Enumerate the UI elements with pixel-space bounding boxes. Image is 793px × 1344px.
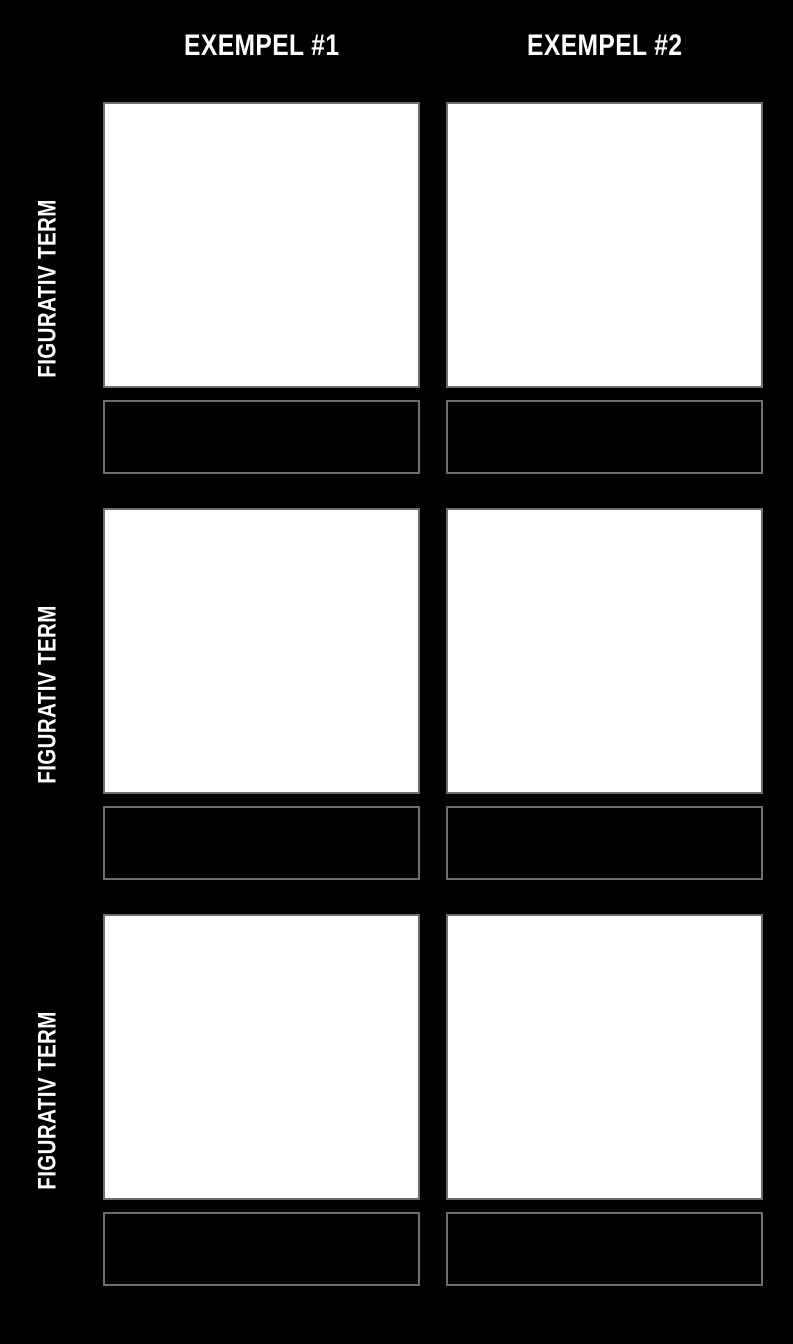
description-box[interactable] [446,400,763,474]
description-box[interactable] [103,1212,420,1286]
row-label-text: FIGURATIV TERM [33,604,62,784]
row-label-figurativ-term-1 [22,102,74,474]
row-label-figurativ-term-3 [22,914,74,1286]
description-box[interactable] [446,1212,763,1286]
description-box[interactable] [103,806,420,880]
image-cell[interactable] [103,102,420,388]
description-box[interactable] [103,400,420,474]
column-header-label: EXEMPEL #2 [526,29,683,62]
column-header-exempel-1 [103,26,420,66]
row-label-text: FIGURATIV TERM [33,1010,62,1190]
column-header-exempel-2 [446,26,763,66]
image-cell[interactable] [446,102,763,388]
column-header-label: EXEMPEL #1 [183,29,340,62]
image-cell[interactable] [446,508,763,794]
image-cell[interactable] [103,914,420,1200]
description-box[interactable] [446,806,763,880]
image-cell[interactable] [446,914,763,1200]
row-label-text: FIGURATIV TERM [33,198,62,378]
image-cell[interactable] [103,508,420,794]
row-label-figurativ-term-2 [22,508,74,880]
